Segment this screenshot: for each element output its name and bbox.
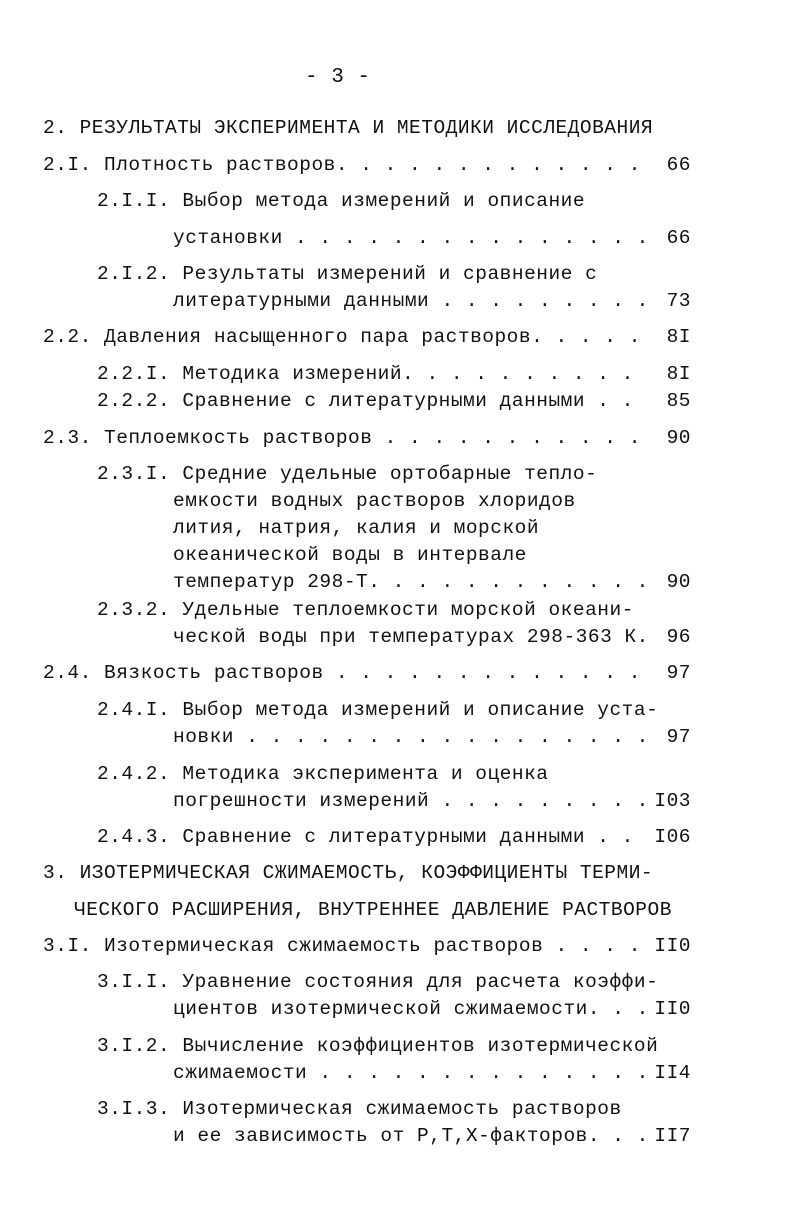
toc-page-2-1: 66 <box>666 154 691 176</box>
toc-entry-2-3-1-line3: лития, натрия, калия и морской <box>173 517 540 539</box>
toc-page-2-3: 90 <box>666 427 691 449</box>
toc-entry-2-2-2: 2.2.2. Сравнение с литературными данными . . <box>97 390 634 412</box>
toc-entry-3-1-2: 3.I.2. Вычисление коэффициентов изотермической <box>97 1035 659 1057</box>
toc-page-3-1-3: II7 <box>654 1125 691 1147</box>
toc-entry-2-1-2: 2.I.2. Результаты измерений и сравнение с <box>97 263 598 285</box>
toc-page-3-1: II0 <box>654 935 691 957</box>
toc-page-3-1-1: II0 <box>654 998 691 1020</box>
toc-entry-2-3: 2.3. Теплоемкость растворов . . . . . . . . . . . <box>43 427 641 449</box>
toc-page-2-1-2: 73 <box>666 290 691 312</box>
toc-entry-3-1-3: 3.I.3. Изотермическая сжимаемость растворов <box>97 1098 622 1120</box>
toc-page-2-4-2: I03 <box>654 790 691 812</box>
toc-entry-3-1-2-cont: сжимаемости . . . . . . . . . . . . . . <box>173 1062 649 1084</box>
toc-entry-2-4-2: 2.4.2. Методика эксперимента и оценка <box>97 763 549 785</box>
toc-page-2-4: 97 <box>666 662 691 684</box>
toc-page-3-1-2: II4 <box>654 1062 691 1084</box>
toc-page-2-3-2: 96 <box>666 626 691 648</box>
toc-entry-2-4-1-cont: новки . . . . . . . . . . . . . . . . . <box>173 726 649 748</box>
toc-entry-2-3-2-cont: ческой воды при температурах 298-363 К. <box>173 626 649 648</box>
toc-entry-2-3-2: 2.3.2. Удельные теплоемкости морской океани- <box>97 599 634 621</box>
toc-page-2-2-2: 85 <box>666 390 691 412</box>
toc-page-2-4-1: 97 <box>666 726 691 748</box>
section-heading-3: 3. ИЗОТЕРМИЧЕСКАЯ СЖИМАЕМОСТЬ, КОЭФФИЦИЕНТЫ ТЕРМИ- <box>43 862 654 884</box>
toc-entry-3-1-1: 3.I.I. Уравнение состояния для расчета коэффи- <box>97 971 659 993</box>
toc-page-2-2-1: 8I <box>666 363 691 385</box>
toc-entry-3-1: 3.I. Изотермическая сжимаемость растворов . . . . <box>43 935 641 957</box>
toc-entry-2-1-1: 2.I.I. Выбор метода измерений и описание <box>97 190 586 212</box>
toc-page-2-3-1: 90 <box>666 571 691 593</box>
page-number: - 3 - <box>305 66 371 89</box>
toc-entry-2-1-2-cont: литературными данными . . . . . . . . . <box>173 290 649 312</box>
toc-entry-2-4: 2.4. Вязкость растворов . . . . . . . . . . . . . <box>43 662 641 684</box>
toc-entry-2-1-1-cont: установки . . . . . . . . . . . . . . . <box>173 227 649 249</box>
toc-page-2-4-3: I06 <box>654 826 691 848</box>
toc-entry-2-3-1-line5: температур 298-Т. . . . . . . . . . . . <box>173 571 649 593</box>
toc-entry-2-3-1-line2: емкости водных растворов хлоридов <box>173 490 576 512</box>
section-heading-3-cont: ЧЕСКОГО РАСШИРЕНИЯ, ВНУТРЕННЕЕ ДАВЛЕНИЕ РАСТВОРОВ <box>74 899 672 921</box>
section-heading-2: 2. РЕЗУЛЬТАТЫ ЭКСПЕРИМЕНТА И МЕТОДИКИ ИССЛЕДОВАНИЯ <box>43 117 654 139</box>
toc-page-2-2: 8I <box>666 326 691 348</box>
toc-entry-2-2-1: 2.2.I. Методика измерений. . . . . . . . . . <box>97 363 634 385</box>
toc-page-2-1-1: 66 <box>666 227 691 249</box>
toc-entry-2-1: 2.I. Плотность растворов. . . . . . . . . . . . . <box>43 154 641 176</box>
toc-entry-2-3-1: 2.3.I. Средние удельные ортобарные тепло- <box>97 463 598 485</box>
toc-entry-2-2: 2.2. Давления насыщенного пара растворов. . . . . <box>43 326 641 348</box>
toc-entry-3-1-1-cont: циентов изотермической сжимаемости. . . <box>173 998 649 1020</box>
toc-entry-2-4-2-cont: погрешности измерений . . . . . . . . . <box>173 790 649 812</box>
toc-entry-3-1-3-cont: и ее зависимость от Р,Т,Х-факторов. . . <box>173 1125 649 1147</box>
toc-entry-2-3-1-line4: океанической воды в интервале <box>173 544 527 566</box>
toc-entry-2-4-1: 2.4.I. Выбор метода измерений и описание уста- <box>97 699 659 721</box>
toc-entry-2-4-3: 2.4.3. Сравнение с литературными данными . . <box>97 826 634 848</box>
